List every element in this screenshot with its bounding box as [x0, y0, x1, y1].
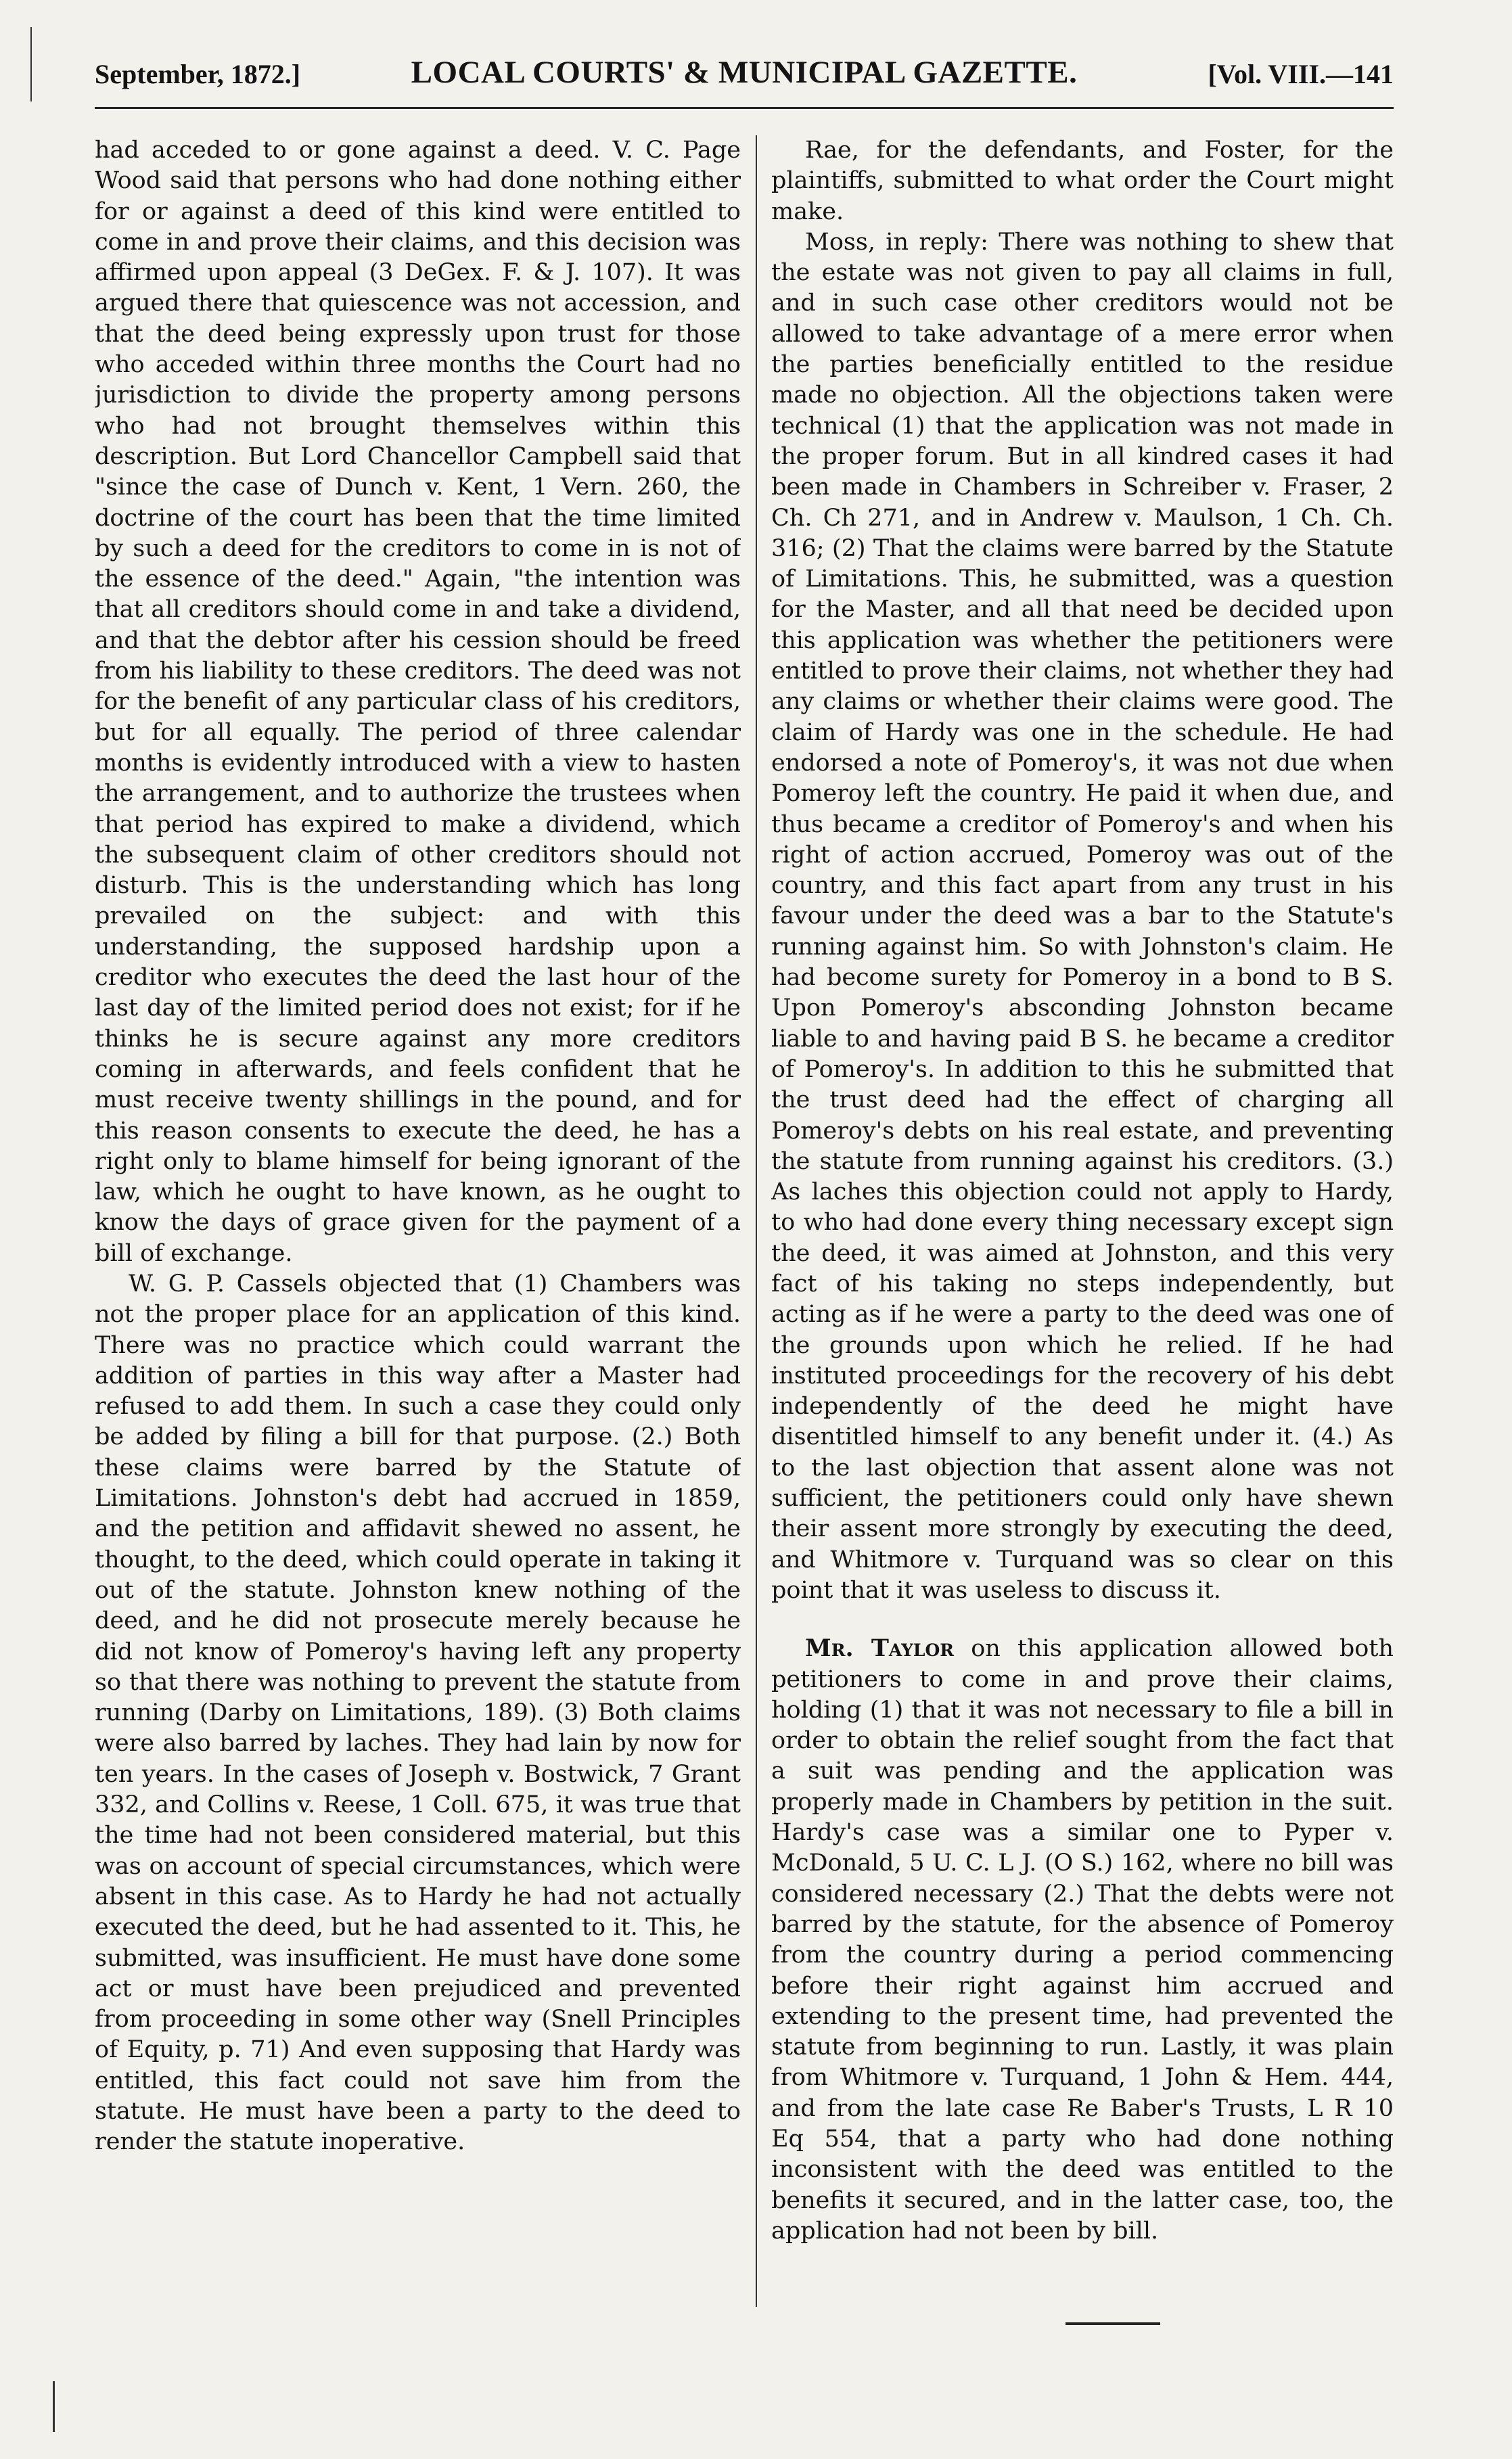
right-paragraph-1: Rae, for the defendants, and Foster, for the plaintiffs, submitted to what order the Court might make.	[771, 137, 1394, 225]
right-paragraph-3	[771, 1633, 1394, 2247]
column-divider	[756, 135, 757, 2307]
right-column	[771, 135, 1394, 2422]
left-column	[95, 135, 741, 2422]
right-paragraph-3-text: on this application allowed both petitioners to come in and prove their claims, holding (1) that it was not necessary to file a bill in order to obtain the relief sought from the fact that a suit was pending and the application was properly made in Chambers by petition in the suit. Hardy's case was a similar one to Pyper v. McDonald, 5 U. C. L J. (O S.) 162, where no bill was considered necessary (2.) That the debts were not barred by the statute, for the absence of Pomeroy from the country during a period commencing before their right against him accrued and extending to the present time, had prevented the statute from beginning to run. Lastly, it was plain from Whitmore v. Turquand, 1 John & Hem. 444, and from the late case Re Baber's Trusts, L R 10 Eq 554, that a party who had done nothing inconsistent with the deed was entitled to the benefits it secured, and in the latter case, too, the application had not been by bill.	[771, 1635, 1394, 2245]
header-date: September, 1872.]	[95, 59, 301, 89]
header-volume: [Vol. VIII.—141	[1208, 59, 1394, 89]
right-paragraph-2: Moss, in reply: There was nothing to shew that the estate was not given to pay all claims in full, and in such case other creditors would not be allowed to take advantage of a mere error when the parties beneficially entitled to the residue made no objection. All the objections taken were technical (1) that the application was not made in the proper forum. But in all kindred cases it had been made in Chambers in Schreiber v. Fraser, 2 Ch. Ch 271, and in Andrew v. Maulson, 1 Ch. Ch. 316; (2) That the claims were barred by the Statute of Limitations. This, he submitted, was a question for the Master, and all that need be decided upon this application was whether the petitioners were entitled to prove their claims, not whether they had any claims or whether their claims were good. The claim of Hardy was one in the schedule. He had endorsed a note of Pomeroy's, it was not due when Pomeroy left the country. He paid it when due, and thus became a creditor of Pomeroy's and when his right of action accrued, Pomeroy was out of the country, and this fact apart from any trust in his favour under the deed was a bar to the Statute's running against him. So with Johnston's claim. He had become surety for Pomeroy in a bond to B S. Upon Pomeroy's absconding Johnston became liable to and having paid B S. he became a creditor of Pomeroy's. In addition to this he submitted that the trust deed had the effect of charging all Pomeroy's debts on his real estate, and preventing the statute from running against his creditors. (3.) As laches this objection could not apply to Hardy, to who had done every thing necessary except sign the deed, it was aimed at Johnston, and this very fact of his taking no steps independently, but acting as if he were a party to the deed was one of the grounds upon which he relied. If he had instituted proceedings for the recovery of his debt independently of the deed he might have disentitled himself to any benefit under it. (4.) As to the last objection that assent alone was not sufficient, the petitioners could only have shewn their assent more strongly by executing the deed, and Whitmore v. Turquand was so clear on this point that it was useless to discuss it.	[771, 228, 1394, 1604]
end-rule	[1066, 2322, 1160, 2325]
header-rule	[95, 107, 1394, 109]
judge-name: Mr. Taylor	[805, 1634, 955, 1663]
header-title: LOCAL COURTS' & MUNICIPAL GAZETTE.	[411, 55, 1078, 90]
margin-mark-bottom	[53, 2381, 55, 2432]
left-paragraph-2: W. G. P. Cassels objected that (1) Chambers was not the proper place for an application of this kind. There was no practice which could warrant the addition of parties in this way after a Master had refused to add them. In such a case they could only be added by filing a bill for that purpose. (2.) Both these claims were barred by the Statute of Limitations. Johnston's debt had accrued in 1859, and the petition and affidavit shewed no assent, he thought, to the deed, which could operate in taking it out of the statute. Johnston knew nothing of the deed, and he did not prosecute merely because he did not know of Pomeroy's having left any property so that there was nothing to prevent the statute from running (Darby on Limitations, 189). (3) Both claims were also barred by laches. They had lain by now for ten years. In the cases of Joseph v. Bostwick, 7 Grant 332, and Collins v. Reese, 1 Coll. 675, it was true that the time had not been considered material, but this was on account of special circumstances, which were absent in this case. As to Hardy he had not actually executed the deed, but he had assented to it. This, he submitted, was insufficient. He must have done some act or must have been prejudiced and prevented from proceeding in some other way (Snell Principles of Equity, p. 71) And even supposing that Hardy was entitled, this fact could not save him from the statute. He must have been a party to the deed to render the statute inoperative.	[95, 1270, 741, 2156]
left-paragraph-1: had acceded to or gone against a deed. V. C. Page Wood said that persons who had done nothing either for or against a deed of this kind were entitled to come in and prove their claims, and this decision was affirmed upon appeal (3 DeGex. F. & J. 107). It was argued there that quiescence was not accession, and that the deed being expressly upon trust for those who acceded within three months the Court had no jurisdiction to divide the property among persons who had not brought themselves within this description. But Lord Chancellor Campbell said that "since the case of Dunch v. Kent, 1 Vern. 260, the doctrine of the court has been that the time limited by such a deed for the creditors to come in is not of the essence of the deed." Again, "the intention was that all creditors should come in and take a dividend, and that the debtor after his cession should be freed from his liability to these creditors. The deed was not for the benefit of any particular class of his creditors, but for all equally. The period of three calendar months is evidently introduced with a view to hasten the arrangement, and to authorize the trustees when that period has expired to make a dividend, which the subsequent claim of other creditors should not disturb. This is the understanding which has long prevailed on the subject: and with this understanding, the supposed hardship upon a creditor who executes the deed the last hour of the last day of the limited period does not exist; for if he thinks he is secure against any more creditors coming in afterwards, and feels confident that he must receive twenty shillings in the pound, and for this reason consents to execute the deed, he has a right only to blame himself for being ignorant of the law, which he ought to have known, as he ought to know the days of grace given for the payment of a bill of exchange.	[95, 137, 741, 1267]
margin-mark-top	[30, 27, 32, 101]
page-header	[95, 54, 1394, 108]
